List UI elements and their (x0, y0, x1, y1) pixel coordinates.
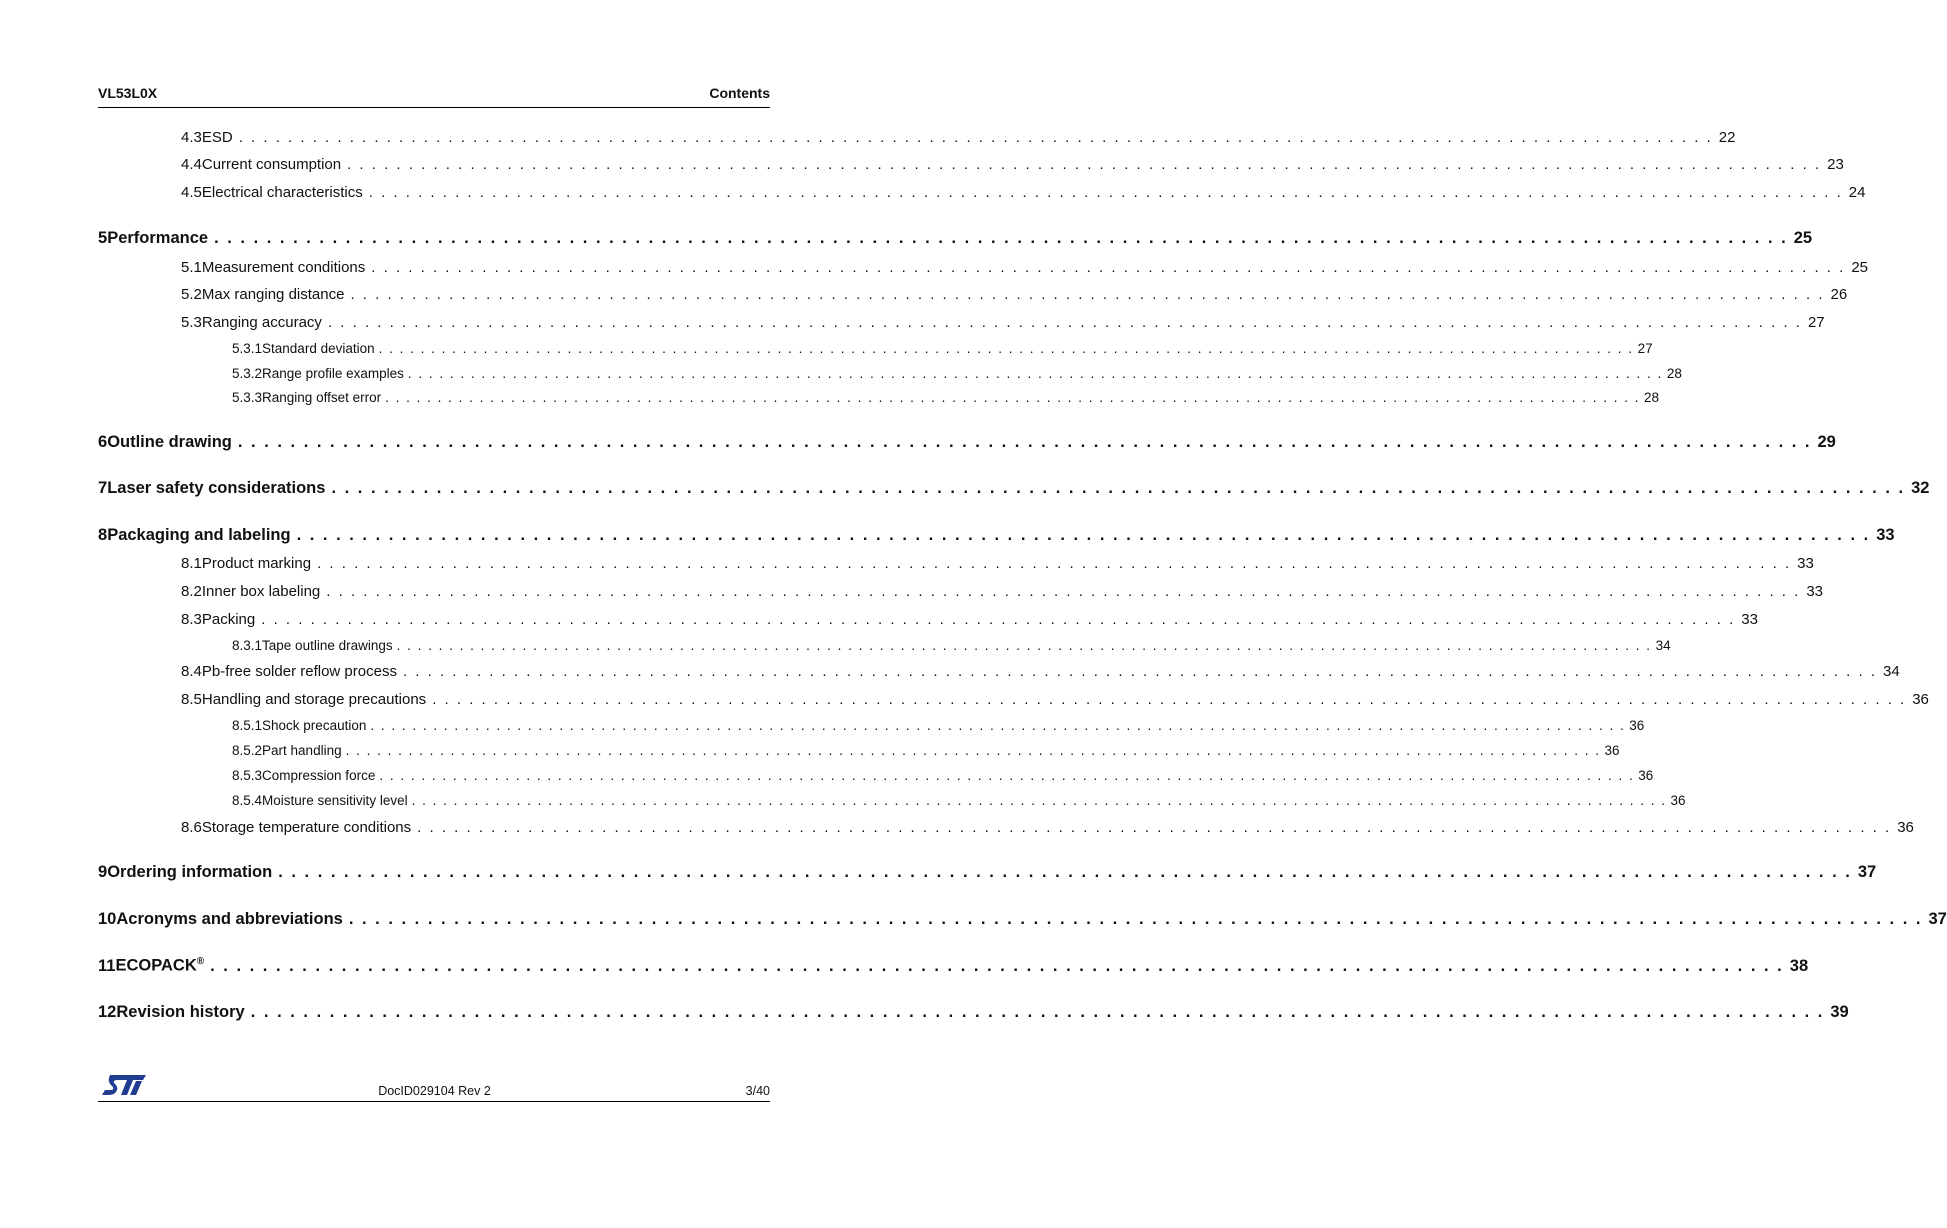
toc-entry-title-text: ESD (201, 129, 233, 146)
toc-leader-dots: . . . . . . . . . . . . . . . . . . . . . . . . . . . . . . . . . . . . . . . . . . . . . . . . . . . . . . . . . . . . . . . . . . . . . . . . . . . . . . . . . . . . . . . . . . . . . . . . . . . . . . . . . . . . . . . . . . . . . . . . (237, 433, 1812, 451)
toc-entry-page: 38 (1789, 956, 1809, 975)
toc-entry-page: 27 (1637, 341, 1653, 356)
toc-leader-dots: . . . . . . . . . . . . . . . . . . . . . . . . . . . . . . . . . . . . . . . . . . . . . . . . . . . . . . . . . . . . . . . . . . . . . . . . . . . . . . . . . . . . . . . . . . . . . . . . . . . . . . . . . . . . . . . . . . . . . . . . (317, 555, 1792, 572)
toc-leader-dots: . . . . . . . . . . . . . . . . . . . . . . . . . . . . . . . . . . . . . . . . . . . . . . . . . . . . . . . . . . . . . . . . . . . . . . . . . . . . . . . . . . . . . . . . . . . . . . . . . . . . . . . . . . . . . . . . . . . . . . . . (345, 743, 1601, 758)
toc-entry[interactable] (98, 286, 1848, 303)
toc-entry-number: 8.5 (181, 691, 202, 708)
toc-entry-title-text: Acronyms and abbreviations (116, 910, 343, 928)
toc-entry-title-text: Outline drawing (107, 433, 232, 451)
toc-leader-dots: . . . . . . . . . . . . . . . . . . . . . . . . . . . . . . . . . . . . . . . . . . . . . . . . . . . . . . . . . . . . . . . . . . . . . . . . . . . . . . . . . . . . . . . . . . . . . . . . . . . . . . . . . . . . . . . . . . . . . . . . (385, 390, 1641, 405)
toc-entry-title-text: Current consumption (201, 156, 342, 173)
toc-leader-dots: . . . . . . . . . . . . . . . . . . . . . . . . . . . . . . . . . . . . . . . . . . . . . . . . . . . . . . . . . . . . . . . . . . . . . . . . . . . . . . . . . . . . . . . . . . . . . . . . . . . . . . . . . . . . . . . . . . . . . . . . (411, 793, 1667, 808)
toc-entry-title[interactable] (107, 229, 208, 248)
toc-leader-dots: . . . . . . . . . . . . . . . . . . . . . . . . . . . . . . . . . . . . . . . . . . . . . . . . . . . . . . . . . . . . . . . . . . . . . . . . . . . . . . . . . . . . . . . . . . . . . . . . . . . . . . . . . . . . . . . . . . . . . . . . (261, 611, 1736, 628)
toc-entry-number: 5.1 (181, 259, 202, 276)
toc-entry-page: 33 (1806, 583, 1823, 600)
toc-entry-number: 12 (98, 1003, 117, 1021)
toc-entry-number: 4.5 (181, 184, 202, 201)
toc-entry-title-text: Ranging offset error (262, 390, 382, 405)
header-product-name: VL53L0X (98, 85, 158, 101)
toc-entry-number: 5.3.1 (232, 341, 263, 356)
toc-entry-title[interactable] (116, 910, 342, 929)
toc-entry-number: 8 (98, 526, 108, 544)
toc-entry-title-text: Electrical characteristics (201, 184, 363, 201)
toc-leader-dots: . . . . . . . . . . . . . . . . . . . . . . . . . . . . . . . . . . . . . . . . . . . . . . . . . . . . . . . . . . . . . . . . . . . . . . . . . . . . . . . . . . . . . . . . . . . . . . . . . . . . . . . . . . . . . . . . . . . . . . . . (250, 1003, 1825, 1021)
toc-entry-number: 5.3 (181, 314, 202, 331)
toc-entry[interactable] (98, 314, 1825, 331)
toc-entry[interactable] (98, 910, 1947, 929)
toc-entry-number: 8.1 (181, 555, 202, 572)
toc-entry-page: 25 (1793, 229, 1813, 247)
toc-leader-dots: . . . . . . . . . . . . . . . . . . . . . . . . . . . . . . . . . . . . . . . . . . . . . . . . . . . . . . . . . . . . . . . . . . . . . . . . . . . . . . . . . . . . . . . . . . . . . . . . . . . . . . . . . . . . . . . . . . . . . . . . (379, 768, 1635, 783)
toc-entry[interactable] (98, 863, 1877, 882)
toc-entry-number: 10 (98, 910, 117, 928)
toc-entry-title[interactable] (107, 433, 232, 452)
toc-entry-title-text: Packing (201, 611, 256, 628)
toc-entry-title-text: Storage temperature conditions (201, 819, 412, 836)
toc-entry-number: 11 (98, 956, 116, 975)
toc-leader-dots: . . . . . . . . . . . . . . . . . . . . . . . . . . . . . . . . . . . . . . . . . . . . . . . . . . . . . . . . . . . . . . . . . . . . . . . . . . . . . . . . . . . . . . . . . . . . . . . . . . . . . . . . . . . . . . . . . . . . . . . . (371, 259, 1846, 276)
toc-entry[interactable] (98, 691, 1929, 708)
toc-entry-number: 6 (98, 433, 108, 451)
toc-entry-number: 8.2 (181, 583, 202, 600)
toc-leader-dots: . . . . . . . . . . . . . . . . . . . . . . . . . . . . . . . . . . . . . . . . . . . . . . . . . . . . . . . . . . . . . . . . . . . . . . . . . . . . . . . . . . . . . . . . . . . . . . . . . . . . . . . . . . . . . . . . . . . . . . . . (396, 638, 1652, 653)
toc-leader-dots: . . . . . . . . . . . . . . . . . . . . . . . . . . . . . . . . . . . . . . . . . . . . . . . . . . . . . . . . . . . . . . . . . . . . . . . . . . . . . . . . . . . . . . . . . . . . . . . . . . . . . . . . . . . . . . . . . . . . . . . . (378, 341, 1634, 356)
toc-entry-title-text: Part handling (262, 743, 342, 758)
toc-entry-page: 23 (1827, 156, 1844, 173)
toc-leader-dots: . . . . . . . . . . . . . . . . . . . . . . . . . . . . . . . . . . . . . . . . . . . . . . . . . . . . . . . . . . . . . . . . . . . . . . . . . . . . . . . . . . . . . . . . . . . . . . . . . . . . . . . . . . . . . . . . . . . . . . . . (214, 229, 1788, 247)
toc-leader-dots: . . . . . . . . . . . . . . . . . . . . . . . . . . . . . . . . . . . . . . . . . . . . . . . . . . . . . . . . . . . . . . . . . . . . . . . . . . . . . . . . . . . . . . . . . . . . . . . . . . . . . . . . . . . . . . . . . . . . . . . . (417, 819, 1892, 836)
toc-leader-dots: . . . . . . . . . . . . . . . . . . . . . . . . . . . . . . . . . . . . . . . . . . . . . . . . . . . . . . . . . . . . . . . . . . . . . . . . . . . . . . . . . . . . . . . . . . . . . . . . . . . . . . . . . . . . . . . . . . . . . . . . (402, 663, 1877, 680)
toc-entry-title-text: Ordering information (107, 863, 273, 881)
toc-entry-title[interactable] (202, 286, 345, 303)
toc-entry-title[interactable] (262, 366, 404, 381)
toc-entry-number: 8.3.1 (232, 638, 263, 653)
toc-entry[interactable] (98, 366, 1682, 381)
toc-entry-title-text: Packaging and labeling (107, 526, 291, 544)
toc-entry-title[interactable] (202, 819, 411, 836)
toc-entry[interactable] (98, 583, 1823, 600)
toc-entry-title[interactable] (262, 793, 408, 808)
toc-entry-title[interactable] (202, 314, 322, 331)
toc-entry-title[interactable] (262, 390, 381, 405)
header-section-name: Contents (709, 85, 770, 101)
toc-leader-dots: . . . . . . . . . . . . . . . . . . . . . . . . . . . . . . . . . . . . . . . . . . . . . . . . . . . . . . . . . . . . . . . . . . . . . . . . . . . . . . . . . . . . . . . . . . . . . . . . . . . . . . . . . . . . . . . . . . . . . . . . (348, 910, 1923, 928)
toc-entry-title-text: Range profile examples (262, 366, 404, 381)
toc-entry-page: 32 (1911, 479, 1930, 497)
footer-doc-id: DocID029104 Rev 2 (378, 1084, 491, 1098)
toc-entry-title[interactable] (115, 956, 204, 976)
toc-entry[interactable] (98, 611, 1758, 628)
toc-entry-title[interactable] (262, 743, 342, 758)
toc-entry[interactable] (98, 259, 1868, 276)
toc-entry-title-text: Compression force (262, 768, 376, 783)
toc-entry-page: 33 (1876, 526, 1895, 544)
toc-leader-dots: . . . . . . . . . . . . . . . . . . . . . . . . . . . . . . . . . . . . . . . . . . . . . . . . . . . . . . . . . . . . . . . . . . . . . . . . . . . . . . . . . . . . . . . . . . . . . . . . . . . . . . . . . . . . . . . . . . . . . . . . (331, 479, 1906, 497)
toc-entry-title[interactable] (202, 583, 320, 600)
toc-entry-number: 8.3 (181, 611, 202, 628)
toc-entry[interactable] (98, 341, 1653, 356)
toc-leader-dots: . . . . . . . . . . . . . . . . . . . . . . . . . . . . . . . . . . . . . . . . . . . . . . . . . . . . . . . . . . . . . . . . . . . . . . . . . . . . . . . . . . . . . . . . . . . . . . . . . . . . . . . . . . . . . . . . . . . . . . . . (350, 286, 1825, 303)
toc-leader-dots: . . . . . . . . . . . . . . . . . . . . . . . . . . . . . . . . . . . . . . . . . . . . . . . . . . . . . . . . . . . . . . . . . . . . . . . . . . . . . . . . . . . . . . . . . . . . . . . . . . . . . . . . . . . . . . . . . . . . . . . . (326, 583, 1801, 600)
toc-entry-title-text: Shock precaution (262, 718, 367, 733)
toc-entry-title[interactable] (262, 718, 366, 733)
toc-leader-dots: . . . . . . . . . . . . . . . . . . . . . . . . . . . . . . . . . . . . . . . . . . . . . . . . . . . . . . . . . . . . . . . . . . . . . . . . . . . . . . . . . . . . . . . . . . . . . . . . . . . . . . . . . . . . . . . . . . . . . . . . (368, 184, 1843, 201)
toc-entry-title-text: Ranging accuracy (201, 314, 322, 331)
toc-entry[interactable] (98, 390, 1660, 405)
toc-entry-page: 36 (1912, 691, 1929, 708)
toc-entry-title-text: Measurement conditions (201, 259, 366, 276)
toc-leader-dots: . . . . . . . . . . . . . . . . . . . . . . . . . . . . . . . . . . . . . . . . . . . . . . . . . . . . . . . . . . . . . . . . . . . . . . . . . . . . . . . . . . . . . . . . . . . . . . . . . . . . . . . . . . . . . . . . . . . . . . . . (347, 156, 1822, 173)
toc-entry-title[interactable] (107, 526, 290, 545)
toc-entry[interactable] (98, 956, 1809, 976)
toc-entry-number: 8.6 (181, 819, 202, 836)
toc-entry[interactable] (98, 638, 1671, 653)
registered-mark: ® (196, 956, 205, 967)
toc-leader-dots: . . . . . . . . . . . . . . . . . . . . . . . . . . . . . . . . . . . . . . . . . . . . . . . . . . . . . . . . . . . . . . . . . . . . . . . . . . . . . . . . . . . . . . . . . . . . . . . . . . . . . . . . . . . . . . . . . . . . . . . . (370, 718, 1626, 733)
toc-entry-title-text: Moisture sensitivity level (262, 793, 408, 808)
toc-entry-page: 27 (1807, 314, 1825, 331)
toc-entry-title[interactable] (202, 129, 233, 146)
footer-rule (98, 1101, 770, 1102)
toc-entry-page: 29 (1817, 433, 1836, 451)
toc-entry-page: 25 (1851, 259, 1868, 276)
toc-entry[interactable] (98, 743, 1620, 758)
toc-leader-dots: . . . . . . . . . . . . . . . . . . . . . . . . . . . . . . . . . . . . . . . . . . . . . . . . . . . . . . . . . . . . . . . . . . . . . . . . . . . . . . . . . . . . . . . . . . . . . . . . . . . . . . . . . . . . . . . . . . . . . . . . (278, 863, 1852, 881)
toc-leader-dots: . . . . . . . . . . . . . . . . . . . . . . . . . . . . . . . . . . . . . . . . . . . . . . . . . . . . . . . . . . . . . . . . . . . . . . . . . . . . . . . . . . . . . . . . . . . . . . . . . . . . . . . . . . . . . . . . . . . . . . . . (432, 691, 1907, 708)
toc-entry[interactable] (98, 793, 1686, 808)
toc-entry[interactable] (98, 526, 1895, 545)
toc-entry[interactable] (98, 479, 1930, 498)
toc-entry-page: 33 (1741, 611, 1758, 628)
toc-entry-page: 34 (1655, 638, 1671, 653)
toc-entry[interactable] (98, 768, 1654, 783)
toc-entry-title[interactable] (202, 611, 255, 628)
toc-entry-number: 5.3.3 (232, 390, 263, 405)
footer-page-number: 3/40 (745, 1084, 770, 1098)
toc-leader-dots: . . . . . . . . . . . . . . . . . . . . . . . . . . . . . . . . . . . . . . . . . . . . . . . . . . . . . . . . . . . . . . . . . . . . . . . . . . . . . . . . . . . . . . . . . . . . . . . . . . . . . . . . . . . . . . . . . . . . . . . . (327, 314, 1802, 331)
toc-entry-title-text: Standard deviation (262, 341, 375, 356)
toc-entry-page: 26 (1830, 286, 1848, 303)
toc-entry-title-text: Pb-free solder reflow process (201, 663, 397, 680)
toc-entry-title-text: Laser safety considerations (107, 479, 326, 497)
toc-entry-title[interactable] (202, 259, 365, 276)
toc-entry-page: 37 (1857, 863, 1877, 881)
toc-entry-number: 8.5.1 (232, 718, 263, 733)
toc-entry[interactable] (98, 555, 1814, 572)
toc-entry-page: 24 (1848, 184, 1866, 201)
toc-entry-number: 5.2 (181, 286, 202, 303)
toc-entry-title[interactable] (262, 768, 375, 783)
toc-entry-title-text: Max ranging distance (201, 286, 345, 303)
toc-entry-page: 28 (1644, 390, 1660, 405)
toc-entry[interactable] (98, 229, 1813, 248)
toc-entry-title[interactable] (262, 341, 375, 356)
toc-entry[interactable] (98, 819, 1914, 836)
toc-entry-page: 33 (1797, 555, 1814, 572)
toc-entry[interactable] (98, 156, 1844, 173)
toc-entry-number: 4.4 (181, 156, 202, 173)
toc-entry-page: 28 (1666, 366, 1682, 381)
toc-entry-number: 8.5.2 (232, 743, 263, 758)
toc-entry-number: 5 (98, 229, 108, 247)
toc-entry-number: 8.4 (181, 663, 202, 680)
toc-entry-page: 37 (1928, 910, 1947, 928)
toc-entry-number: 7 (98, 479, 108, 497)
toc-entry-title-text: Inner box labeling (201, 583, 321, 600)
toc-entry-number: 8.5.4 (232, 793, 263, 808)
toc-leader-dots: . . . . . . . . . . . . . . . . . . . . . . . . . . . . . . . . . . . . . . . . . . . . . . . . . . . . . . . . . . . . . . . . . . . . . . . . . . . . . . . . . . . . . . . . . . . . . . . . . . . . . . . . . . . . . . . . . . . . . . . . (210, 956, 1784, 975)
toc-entry-title[interactable] (202, 184, 363, 201)
toc-entry-title-text: Revision history (116, 1003, 245, 1021)
toc-entry-title-text: Handling and storage precautions (201, 691, 427, 708)
toc-entry[interactable] (98, 433, 1836, 452)
toc-entry-title-text: Performance (107, 229, 209, 247)
toc-entry-title[interactable] (202, 663, 397, 680)
toc-entry-title[interactable] (202, 691, 426, 708)
toc-entry[interactable] (98, 129, 1736, 146)
toc-entry-title[interactable] (202, 555, 311, 572)
toc-entry-title-text: Tape outline drawings (262, 638, 393, 653)
toc-entry-title[interactable] (107, 479, 325, 498)
toc-entry[interactable] (98, 1003, 1849, 1022)
toc-entry-number: 4.3 (181, 129, 202, 146)
toc-entry-number: 5.3.2 (232, 366, 263, 381)
toc-entry-number: 8.5.3 (232, 768, 263, 783)
toc-entry[interactable] (98, 663, 1900, 680)
toc-entry-title[interactable] (202, 156, 341, 173)
toc-entry-page: 36 (1670, 793, 1686, 808)
toc-entry-page: 36 (1638, 768, 1654, 783)
toc-entry-number: 9 (98, 863, 108, 881)
toc-entry-page: 36 (1897, 819, 1914, 836)
toc-entry-page: 36 (1604, 743, 1620, 758)
toc-leader-dots: . . . . . . . . . . . . . . . . . . . . . . . . . . . . . . . . . . . . . . . . . . . . . . . . . . . . . . . . . . . . . . . . . . . . . . . . . . . . . . . . . . . . . . . . . . . . . . . . . . . . . . . . . . . . . . . . . . . . . . . . (238, 129, 1713, 146)
toc-entry[interactable] (98, 184, 1866, 201)
toc-leader-dots: . . . . . . . . . . . . . . . . . . . . . . . . . . . . . . . . . . . . . . . . . . . . . . . . . . . . . . . . . . . . . . . . . . . . . . . . . . . . . . . . . . . . . . . . . . . . . . . . . . . . . . . . . . . . . . . . . . . . . . . . (407, 366, 1663, 381)
toc-entry-page: 34 (1882, 663, 1900, 680)
toc-entry-title[interactable] (262, 638, 393, 653)
toc-leader-dots: . . . . . . . . . . . . . . . . . . . . . . . . . . . . . . . . . . . . . . . . . . . . . . . . . . . . . . . . . . . . . . . . . . . . . . . . . . . . . . . . . . . . . . . . . . . . . . . . . . . . . . . . . . . . . . . . . . . . . . . . (296, 526, 1871, 544)
toc-entry-title-text: Product marking (201, 555, 312, 572)
toc-entry-page: 22 (1718, 129, 1736, 146)
toc-entry-title[interactable] (116, 1003, 244, 1022)
toc-entry-page: 36 (1629, 718, 1645, 733)
toc-entry-page: 39 (1830, 1003, 1849, 1021)
toc-entry-title-text: ECOPACK (115, 956, 197, 975)
toc-entry[interactable] (98, 718, 1645, 733)
toc-entry-title[interactable] (107, 863, 272, 882)
